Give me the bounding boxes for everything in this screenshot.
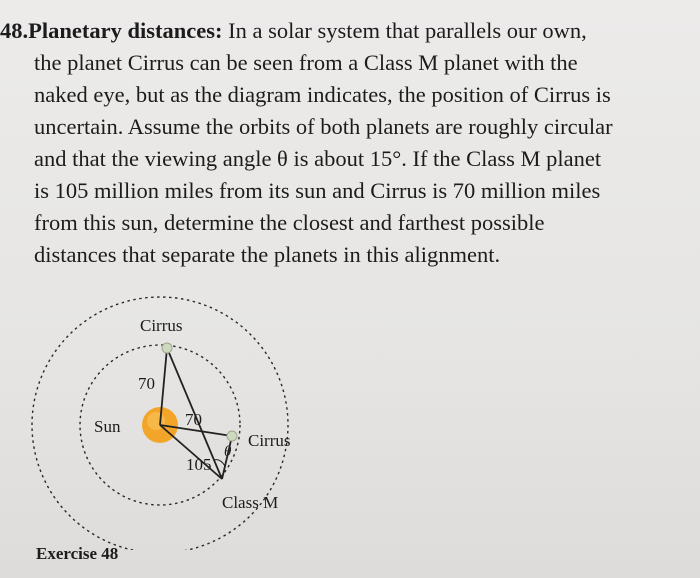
cirrus-top-planet-icon <box>162 343 172 353</box>
problem-line-3: naked eye, but as the diagram indicates, the position of Cirrus is <box>34 82 611 107</box>
problem-first-line-text: In a solar system that parallels our own, <box>222 18 587 43</box>
exercise-caption: Exercise 48 <box>36 544 119 563</box>
problem-line-2: the planet Cirrus can be seen from a Class M planet with the <box>34 50 578 75</box>
label-105: 105 <box>186 455 212 474</box>
cirrus-right-label: Cirrus <box>248 431 291 450</box>
problem-line-1 <box>0 20 587 43</box>
problem-number: 48. <box>0 18 29 43</box>
sun-label: Sun <box>94 417 121 436</box>
label-70-right: 70 <box>185 410 202 429</box>
orbit-diagram <box>0 290 330 550</box>
cirrus-top-label: Cirrus <box>140 316 183 335</box>
problem-line-8: distances that separate the planets in this alignment. <box>34 242 501 267</box>
label-70-left: 70 <box>138 374 155 393</box>
problem-line-4: uncertain. Assume the orbits of both planets are roughly circular <box>34 114 613 139</box>
class-m-label: Class M <box>222 493 279 512</box>
problem-line-6: is 105 million miles from its sun and Cirrus is 70 million miles <box>34 178 601 203</box>
problem-line-7: from this sun, determine the closest and farthest possible <box>34 210 545 235</box>
problem-title: Planetary distances: <box>28 18 223 43</box>
theta-label: θ <box>224 444 232 460</box>
problem-line-5: and that the viewing angle θ is about 15°. If the Class M planet <box>34 146 602 171</box>
cirrus-right-planet-icon <box>227 431 237 441</box>
